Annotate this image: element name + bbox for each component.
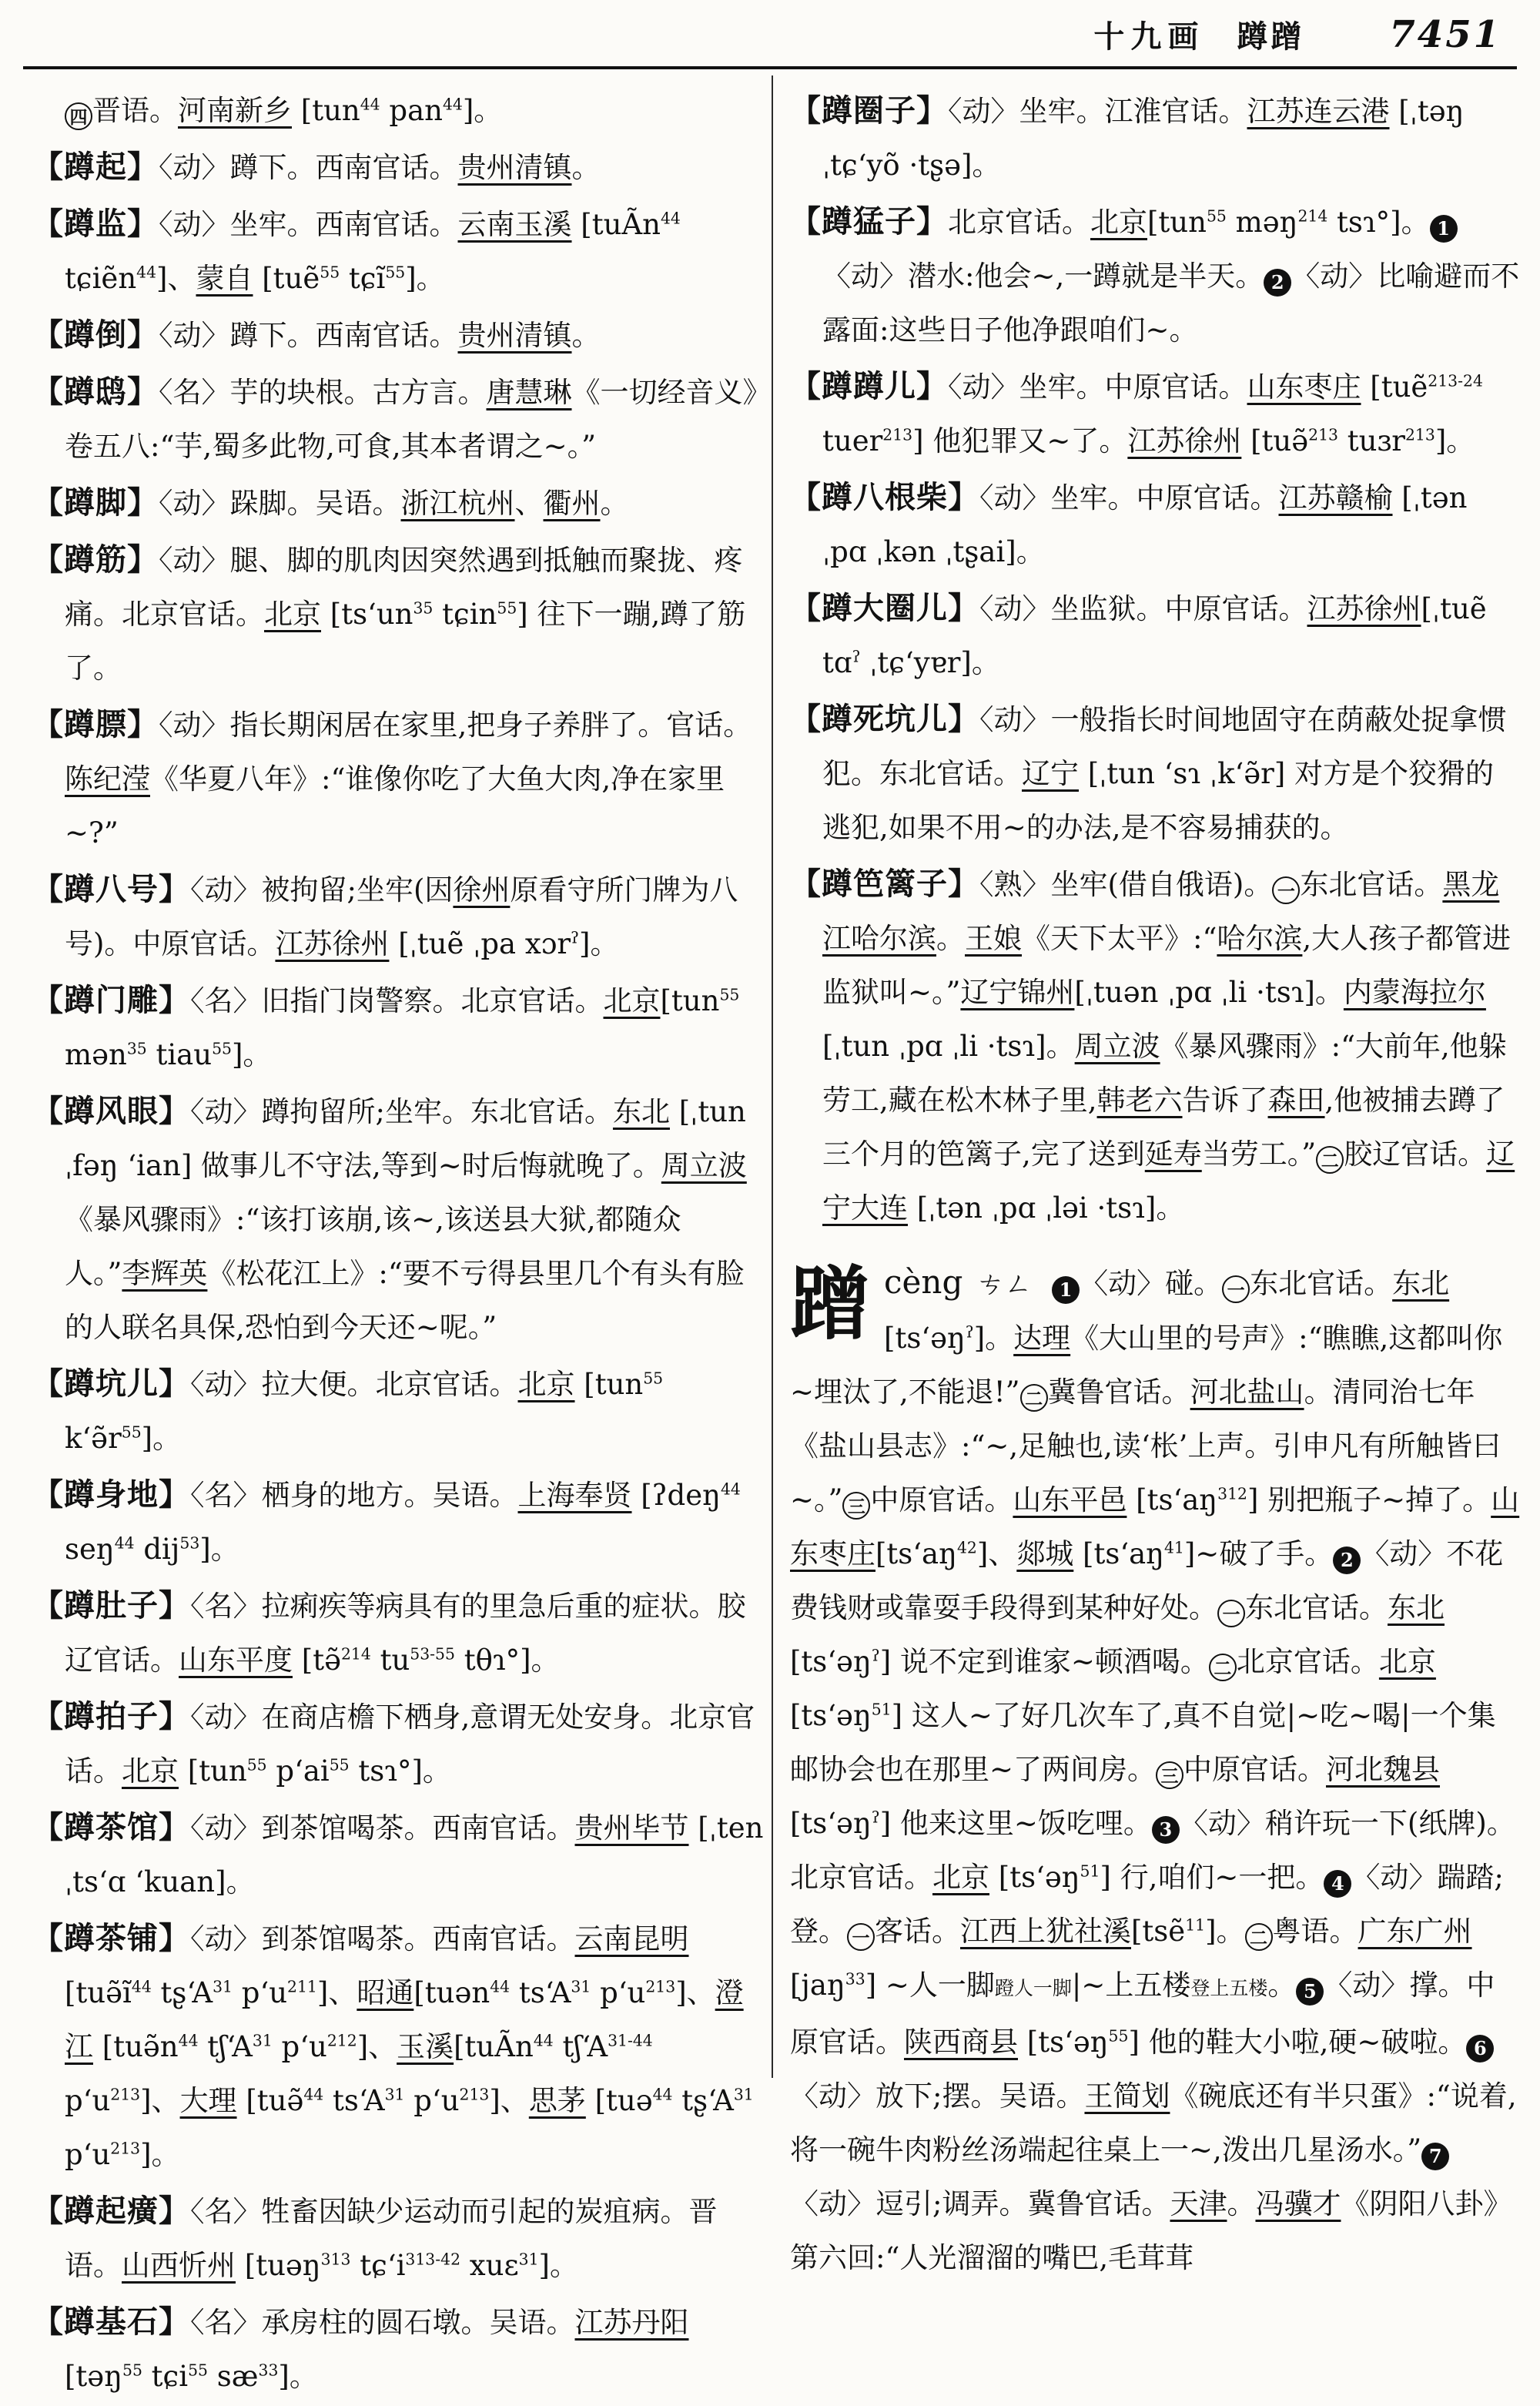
proper-noun-underline: 浙江杭州 (400, 487, 515, 520)
proper-noun-underline: 上海奉贤 (517, 1479, 632, 1512)
tone-superscript: 55 (122, 2361, 142, 2380)
entry-headword: 【蹲猛子】 (790, 203, 948, 240)
tone-superscript: 53-55 (410, 1644, 455, 1664)
proper-noun-underline: 贵州毕节 (574, 1811, 689, 1845)
proper-noun-underline: 北京 (1378, 1645, 1436, 1678)
tone-superscript: 31-44 (608, 2031, 653, 2050)
tone-superscript: 53 (179, 1533, 200, 1553)
headword-range: 蹲蹭 (1237, 18, 1305, 55)
sense-number-icon: 3 (1152, 1816, 1180, 1844)
proper-noun-underline: 北京 (603, 984, 661, 1017)
proper-noun-underline: 河北盐山 (1190, 1376, 1304, 1409)
entry-headword: 【蹲拍子】 (32, 1698, 190, 1734)
tone-superscript: 35 (413, 598, 434, 618)
tone-superscript: 213 (459, 2085, 490, 2104)
entry-headword: 【蹲基石】 (32, 2304, 190, 2340)
proper-noun-underline: 徐州 (453, 873, 511, 906)
sense-number-icon: 7 (1421, 2143, 1449, 2170)
tone-superscript: 44 (136, 263, 157, 282)
entry-headword: 【蹲圈子】 (790, 92, 948, 129)
tone-superscript: 55 (497, 598, 517, 618)
proper-noun-underline: 黑龙江哈尔滨 (822, 868, 1500, 955)
proper-noun-underline: 澄江 (65, 1976, 744, 2063)
tone-superscript: 55 (643, 1369, 664, 1388)
tone-superscript: 44 (442, 95, 463, 114)
small-gloss: 登上五楼 (1190, 1977, 1268, 1999)
tone-superscript: 33 (845, 1969, 865, 1989)
proper-noun-underline: 东北 (1392, 1267, 1450, 1300)
tone-superscript: 51 (871, 1700, 892, 1719)
proper-noun-underline: 山东平度 (179, 1644, 293, 1677)
tone-superscript: 211 (287, 1977, 317, 1996)
header-rule (23, 66, 1517, 69)
entry-headword: 【蹲肚子】 (32, 1587, 190, 1624)
entry-headword: 【蹲八号】 (32, 871, 190, 907)
proper-noun-underline: 哈尔滨 (1217, 922, 1303, 955)
tone-superscript: 55 (121, 1422, 142, 1442)
tone-superscript: 31 (518, 2250, 539, 2269)
dict-entry: 【蹲起癀】〈名〉牲畜因缺少运动而引起的炭疽病。晋语。山西忻州 [tuəŋ$^{313}$ tɕʻi$^{313-42}$ xuɛ$^{31}$]。 (32, 2193, 718, 2282)
tone-superscript: 44 (660, 209, 681, 228)
tone-superscript: 44 (720, 1479, 741, 1499)
proper-noun-underline: 北京 (932, 1861, 989, 1894)
tone-superscript: 214 (1297, 206, 1328, 226)
tone-superscript: 44 (652, 2085, 673, 2104)
tone-superscript: 213 (1404, 425, 1435, 444)
entry-headword: 【蹲门雕】 (32, 982, 190, 1018)
entry-headword: 【蹲八根柴】 (790, 479, 979, 515)
proper-noun-underline: 云南昆明 (574, 1922, 689, 1955)
proper-noun-underline: 周立波 (1074, 1030, 1160, 1063)
tone-superscript: 55 (385, 263, 406, 282)
dict-entry: 【蹲拍子】〈动〉在商店檐下栖身,意谓无处安身。北京官话。北京 [tun$^{55}$ pʻai$^{55}$ tsɿ°]。 (32, 1698, 755, 1788)
tone-superscript: 31 (733, 2085, 754, 2104)
tone-superscript: 44 (533, 2031, 554, 2050)
tone-superscript: 55 (212, 1039, 232, 1058)
tone-superscript: 213 (882, 425, 913, 444)
subsense-number-icon: 一 (1272, 876, 1300, 904)
sense-number-icon: 4 (1324, 1870, 1351, 1898)
tone-superscript: 44 (360, 95, 380, 114)
tone-superscript: 44 (131, 1977, 152, 1996)
tone-superscript: 55 (329, 1755, 350, 1774)
entry-headword: 【蹲膘】 (32, 706, 159, 742)
proper-noun-underline: 内蒙海拉尔 (1343, 976, 1486, 1009)
tone-superscript: 55 (1108, 2026, 1129, 2046)
page-header (0, 12, 1502, 56)
dict-entry: 【蹲风眼】〈动〉蹲拘留所;坐牢。东北官话。东北 [ˌtun ˌfəŋ ʻian] 做事儿不守法,等到~时后悔就晚了。周立波《暴风骤雨》:“该打该崩,该~,该送县大狱,都随众人。”李辉英《松花江上》:“要不亏得县里几个有头有脸的人联名具保,恐怕到今天还~呢。” (32, 1093, 747, 1344)
dict-entry: 【蹲脚】〈动〉跺脚。吴语。浙江杭州、衢州。 (32, 484, 629, 521)
tone-superscript: 213 (110, 2085, 141, 2104)
proper-noun-underline: 江苏连云港 (1247, 95, 1390, 128)
subsense-number-icon: 二 (1316, 1146, 1344, 1174)
dict-entry: 【蹲筋】〈动〉腿、脚的肌肉因突然遇到抵触而聚拢、疼痛。北京官话。北京 [tsʻun$^{35}$ tɕin$^{55}$] 往下一蹦,蹲了筋了。 (32, 541, 746, 685)
proper-noun-underline: 山东平邑 (1013, 1483, 1127, 1516)
entry-headword: 【蹲大圈儿】 (790, 590, 979, 626)
tone-superscript: 313-42 (405, 2250, 461, 2269)
proper-noun-underline: 河北魏县 (1326, 1753, 1441, 1786)
proper-noun-underline: 江苏徐州 (1127, 424, 1242, 457)
tone-superscript: ʔ (871, 1808, 880, 1827)
tone-superscript: ʔ (871, 1646, 880, 1665)
proper-noun-underline: 思茅 (528, 2084, 586, 2117)
tone-superscript: 313 (320, 2250, 351, 2269)
dict-entry: 【蹲茶铺】〈动〉到茶馆喝茶。西南官话。云南昆明 [$tuə̃ĩ^{44}$ tʂʻA$^{31}$ pʻu$^{211}$]、昭通[tuən$^{44}$ tsʻA$^{31}$ pʻu$^{213}$]、澄江 [$tuə̃n^{44}$ tʃʻA$^{31}$ pʻu$^{212}$]、玉溪[tuÃn$^{44}$ tʃʻA$^{31-44}$ pʻu$^{213}$]、大理 [tuə̃$^{44}$ tsʻA$^{31}$ pʻu$^{213}$]、思茅 [tuə$^{44}$ tʂʻA$^{31}$ pʻu$^{213}$]。 (32, 1920, 754, 2171)
entry-headword: 【蹲笆篱子】 (790, 866, 979, 902)
dict-entry: 【蹲八根柴】〈动〉坐牢。中原官话。江苏赣榆 [ˌtən ˌpɑ ˌkən ˌtʂai]。 (790, 479, 1468, 568)
dict-entry: 【蹲膘】〈动〉指长期闲居在家里,把身子养胖了。官话。陈纪滢《华夏八年》:“谁像你吃了大鱼大肉,净在家里~?” (32, 706, 752, 849)
subsense-number-icon: 二 (1020, 1384, 1048, 1412)
proper-noun-underline: 大理 (179, 2084, 237, 2117)
proper-noun-underline: 天津 (1170, 2187, 1227, 2220)
tone-superscript: 214 (340, 1644, 371, 1664)
tone-superscript: 44 (490, 1977, 511, 1996)
main-character-entry: 蹭cèng ㄘㄥ 1 〈动〉碰。 一 东北官话。东北[tsʻəŋ$^ʔ$]。达理《大山里的号声》:“瞧瞧,这都叫你~埋汰了,不能退!” 二 冀鲁官话。河北盐山。清同治七年《盐山县志》:“~,足触也,读‘枨’上声。引申凡有所触皆曰~。” 三 中原官话。山东平邑 [tsʻaŋ$^{312}$] 别把瓶子~掉了。山东枣庄[tsʻaŋ$^{42}$]、郯城 [tsʻaŋ$^{41}$]~破了手。 2 〈动〉不花费钱财或靠耍手段得到某种好处。 一 东北官话。东北 [tsʻəŋ$^ʔ$] 说不定到谁家~顿酒喝。 二 北京官话。北京 [tsʻəŋ$^{51}$] 这人~了好几次车了,真不自觉|~吃~喝|一个集邮协会也在那里~了两间房。 三 中原官话。河北魏县 [tsʻəŋ$^ʔ$] 他来这里~饭吃哩。 3 〈动〉稍许玩一下(纸牌)。北京官话。北京 [tsʻəŋ$^{51}$] 行,咱们~一把。 4 〈动〉踹踏;登。 一 客话。江西上犹社溪[tsẽ$^{11}$]。 二 粤语。广东广州 [jaŋ$^{33}$] ~人一脚蹬人一脚|~上五楼登上五楼。 5 〈动〉撑。中原官话。陕西商县 [tsʻəŋ$^{55}$] 他的鞋大小啦,硬~破啦。 6〈动〉放下;摆。吴语。王简划《碗底还有半只蛋》:“说着,将一碗牛肉粉丝汤端起往桌上一~,泼出几星汤水。” 7〈动〉逗引;调弄。冀鲁官话。天津。冯骥才《阴阳八卦》第六回:“人光溜溜的嘴巴,毛茸茸 (790, 1256, 1520, 2274)
proper-noun-underline: 云南玉溪 (457, 208, 572, 241)
tone-superscript: 55 (719, 985, 740, 1004)
entry-headword: 【蹲筋】 (32, 541, 159, 578)
tone-superscript: 11 (1185, 1915, 1206, 1935)
dict-entry: 【蹲圈子】〈动〉坐牢。江淮官话。江苏连云港 [ˌtəŋ ˌtɕʻyõ ·tʂə]。 (790, 92, 1465, 182)
entry-headword: 【蹲鸱】 (32, 374, 159, 410)
tone-superscript: ʔ (965, 1322, 974, 1342)
entry-headword: 【蹲风眼】 (32, 1093, 190, 1129)
proper-noun-underline: 冯骥才 (1255, 2187, 1341, 2220)
tone-superscript: 51 (1080, 1861, 1100, 1881)
sense-number-icon: 5 (1296, 1978, 1324, 2006)
tone-superscript: 33 (258, 2361, 279, 2380)
entry-headword: 【蹲坑儿】 (32, 1366, 190, 1402)
proper-noun-underline: 山东枣庄 (1247, 370, 1361, 404)
proper-noun-underline: 辽宁锦州 (960, 976, 1075, 1009)
tone-superscript: 44 (178, 2031, 199, 2050)
dict-entry: 【蹲死坑儿】〈动〉一般指长时间地固守在荫蔽处捉拿惯犯。东北官话。辽宁 [ˌtun ʻsɿ ˌkʻə̃r] 对方是个狡猾的逃犯,如果不用~的办法,是不容易捕获的。 (790, 701, 1507, 844)
proper-noun-underline: 昭通 (357, 1976, 414, 2009)
tone-superscript: 31 (384, 2085, 405, 2104)
proper-noun-underline: 江苏赣榆 (1278, 481, 1393, 514)
subsense-number-icon: 四 (65, 102, 92, 130)
tone-superscript: 213-24 (1428, 371, 1483, 390)
dict-entry: 【蹲基石】〈名〉承房柱的圆石墩。吴语。江苏丹阳 [təŋ$^{55}$ tɕi$^{55}$ $sæ^{33}$]。 (32, 2304, 689, 2393)
tone-superscript: 31 (571, 1977, 591, 1996)
subsense-number-icon: 一 (1217, 1600, 1245, 1627)
sense-number-icon: 6 (1466, 2035, 1494, 2063)
tone-superscript: 55 (188, 2361, 208, 2380)
dict-entry: 【蹲监】〈动〉坐牢。西南官话。云南玉溪 [tuÃn$^{44}$ tɕiẽn$^{44}$]、蒙自 [tuẽ$^{55}$ tɕĩ$^{55}$]。 (32, 206, 681, 295)
subsense-number-icon: 三 (1156, 1761, 1183, 1789)
entry-headword: 【蹲起】 (32, 149, 159, 185)
dict-entry: 【蹲茶馆】〈动〉到茶馆喝茶。西南官话。贵州毕节 [ˌten ˌtsʻɑ ʻkuan]。 (32, 1809, 764, 1898)
dict-entry: 【蹲八号】〈动〉被拘留;坐牢(因徐州原看守所门牌为八号)。中原官话。江苏徐州 [ˌtuẽ ˌpa xɔr$^ʔ$]。 (32, 871, 738, 960)
proper-noun-underline: 王简划 (1084, 2079, 1170, 2113)
entry-headword: 【蹲茶铺】 (32, 1920, 190, 1956)
tone-superscript: 213 (110, 2139, 141, 2158)
proper-noun-underline: 衢州 (543, 487, 601, 520)
subsense-number-icon: 一 (847, 1923, 875, 1951)
dict-entry: 【蹲肚子】〈名〉拉痢疾等病具有的里急后重的症状。胶辽官话。山东平度 [tə̃$^{214}$ $tu^{53-55}$ tθɿ°]。 (32, 1587, 746, 1677)
tone-superscript: 312 (1217, 1484, 1247, 1503)
proper-noun-underline: 河南新乡 (178, 94, 292, 127)
tone-superscript: 35 (126, 1039, 147, 1058)
proper-noun-underline: 贵州清镇 (457, 151, 572, 184)
tone-superscript: ʔ (571, 928, 580, 947)
tone-superscript: ʔ (852, 647, 861, 666)
tone-superscript: 55 (1206, 206, 1227, 226)
entry-headword: 【蹲身地】 (32, 1476, 190, 1513)
proper-noun-underline: 郯城 (1016, 1537, 1074, 1570)
dict-entry: 【蹲笆篱子】〈熟〉坐牢(借自俄语)。 一 东北官话。黑龙江哈尔滨。王娘《天下太平》:“哈尔滨,大人孩子都管进监狱叫~。”辽宁锦州[ˌtuən ˌpɑ ˌli ·tsɿ]。内蒙海拉尔[ˌtun ˌpɑ ˌli ·tsɿ]。周立波《暴风骤雨》:“大前年,他躲劳工,藏在松木林子里,韩老六告诉了森田,他被捕去蹲了三个月的笆篱子,完了送到延寿当劳工。” 二 胶辽官话。辽宁大连 [ˌtən ˌpɑ ˌləi ·tsɿ]。 (790, 866, 1515, 1225)
right-column (790, 82, 1520, 2287)
sense-number-icon: 1 (1052, 1276, 1080, 1304)
proper-noun-underline: 北京 (122, 1754, 179, 1788)
proper-noun-underline: 延寿 (1144, 1138, 1202, 1171)
proper-noun-underline: 山西忻州 (122, 2249, 236, 2282)
subsense-number-icon: 二 (1209, 1654, 1237, 1681)
tone-superscript: 212 (326, 2031, 357, 2050)
page-number: 7451 (1389, 13, 1502, 56)
proper-noun-underline: 江苏丹阳 (574, 2306, 689, 2339)
left-column (32, 82, 765, 2406)
proper-noun-underline: 山东枣庄 (790, 1483, 1520, 1570)
entry-headword: 【蹲起癀】 (32, 2193, 190, 2229)
entry-headword: 【蹲蹲儿】 (790, 368, 948, 404)
proper-noun-underline: 江苏徐州 (1307, 592, 1421, 625)
subsense-number-icon: 二 (1245, 1923, 1273, 1951)
sense-number-icon: 2 (1264, 269, 1291, 297)
tone-superscript: 213 (1308, 425, 1338, 444)
proper-noun-underline: 韩老六 (1096, 1084, 1183, 1117)
tone-superscript: 44 (114, 1533, 135, 1553)
proper-noun-underline: 东北 (612, 1095, 670, 1128)
dict-entry: 【蹲倒】〈动〉蹲下。西南官话。贵州清镇。 (32, 317, 601, 353)
proper-noun-underline: 王娘 (965, 922, 1022, 955)
proper-noun-underline: 周立波 (661, 1149, 747, 1182)
entry-headword: 【蹲死坑儿】 (790, 701, 979, 737)
sense-number-icon: 2 (1333, 1546, 1361, 1574)
dict-entry: 【蹲蹲儿】〈动〉坐牢。中原官话。山东枣庄 [tuẽ$^{213-24}$ tuer$^{213}$] 他犯罪又~了。江苏徐州 [tuə̃$^{213}$ tuɜr$^{213}$]。 (790, 368, 1483, 457)
sense-number-icon: 1 (1430, 215, 1458, 243)
proper-noun-underline: 森田 (1267, 1084, 1325, 1117)
pinyin: cèng (884, 1263, 963, 1301)
dict-entry: 【蹲起】〈动〉蹲下。西南官话。贵州清镇。 (32, 149, 601, 185)
proper-noun-underline: 玉溪 (397, 2030, 454, 2063)
proper-noun-underline: 李辉英 (122, 1257, 208, 1290)
proper-noun-underline: 达理 (1013, 1322, 1071, 1355)
proper-noun-underline: 陈纪滢 (65, 762, 150, 796)
main-headword-character: 蹭 (790, 1256, 871, 1351)
entry-continuation: 四 晋语。河南新乡 [tun$^{44}$ pan$^{44}$]。 (32, 84, 765, 138)
stroke-section-label: 十九画 (1093, 18, 1205, 55)
proper-noun-underline: 北京 (1090, 206, 1147, 239)
dict-entry: 【蹲鸱】〈名〉芋的块根。古方言。唐慧琳《一切经音义》卷五八:“芋,蜀多此物,可食,其本者谓之~。” (32, 374, 757, 463)
entry-headword: 【蹲茶馆】 (32, 1809, 190, 1845)
proper-noun-underline: 广东广州 (1358, 1915, 1472, 1948)
dict-entry: 【蹲门雕】〈名〉旧指门岗警察。北京官话。北京[tun$^{55}$ mən$^{35}$ tiau$^{55}$]。 (32, 982, 740, 1071)
tone-superscript: 41 (1163, 1538, 1184, 1557)
tone-superscript: 55 (320, 263, 340, 282)
zhuyin: ㄘㄥ (976, 1268, 1033, 1300)
proper-noun-underline: 北京 (264, 598, 321, 631)
dict-entry: 【蹲猛子】北京官话。北京[tun$^{55}$ məŋ$^{214}$ tsɿ°]。 1〈动〉潜水:他会~,一蹲就是半天。 2 〈动〉比喻避而不露面:这些日子他净跟咱们~。 (790, 203, 1520, 347)
small-gloss: 蹬人一脚 (994, 1977, 1072, 1999)
proper-noun-underline: 陕西商县 (904, 2026, 1018, 2059)
tone-superscript: 42 (956, 1538, 977, 1557)
entry-headword: 【蹲监】 (32, 206, 159, 242)
proper-noun-underline: 江苏徐州 (275, 927, 390, 960)
proper-noun-underline: 辽宁 (1022, 757, 1079, 790)
proper-noun-underline: 蒙自 (196, 262, 253, 295)
proper-noun-underline: 辽宁大连 (822, 1138, 1515, 1225)
tone-superscript: 31 (213, 1977, 233, 1996)
tone-superscript: 31 (252, 2031, 273, 2050)
subsense-number-icon: 三 (842, 1492, 870, 1520)
proper-noun-underline: 东北 (1388, 1591, 1445, 1624)
tone-superscript: 44 (303, 2085, 324, 2104)
entry-headword: 【蹲脚】 (32, 484, 159, 521)
dict-entry: 【蹲身地】〈名〉栖身的地方。吴语。上海奉贤 [ʔdeŋ$^{44}$ seŋ$^{44}$ dij$^{53}$]。 (32, 1476, 741, 1566)
tone-superscript: 55 (246, 1755, 267, 1774)
tone-superscript: 213 (645, 1977, 676, 1996)
column-divider (772, 75, 773, 2078)
proper-noun-underline: 贵州清镇 (457, 319, 572, 352)
entry-headword: 【蹲倒】 (32, 317, 159, 353)
proper-noun-underline: 江西上犹社溪 (960, 1915, 1131, 1948)
subsense-number-icon: 一 (1222, 1275, 1250, 1303)
proper-noun-underline: 唐慧琳 (486, 376, 572, 409)
proper-noun-underline: 北京 (517, 1368, 575, 1401)
dict-entry: 【蹲坑儿】〈动〉拉大便。北京官话。北京 [tun$^{55}$ $kʻə̃r^{55}$]。 (32, 1366, 664, 1455)
dict-entry: 【蹲大圈儿】〈动〉坐监狱。中原官话。江苏徐州[ˌtuẽ tɑ$^ʔ$ ˌtɕʻyɐr]。 (790, 590, 1487, 679)
